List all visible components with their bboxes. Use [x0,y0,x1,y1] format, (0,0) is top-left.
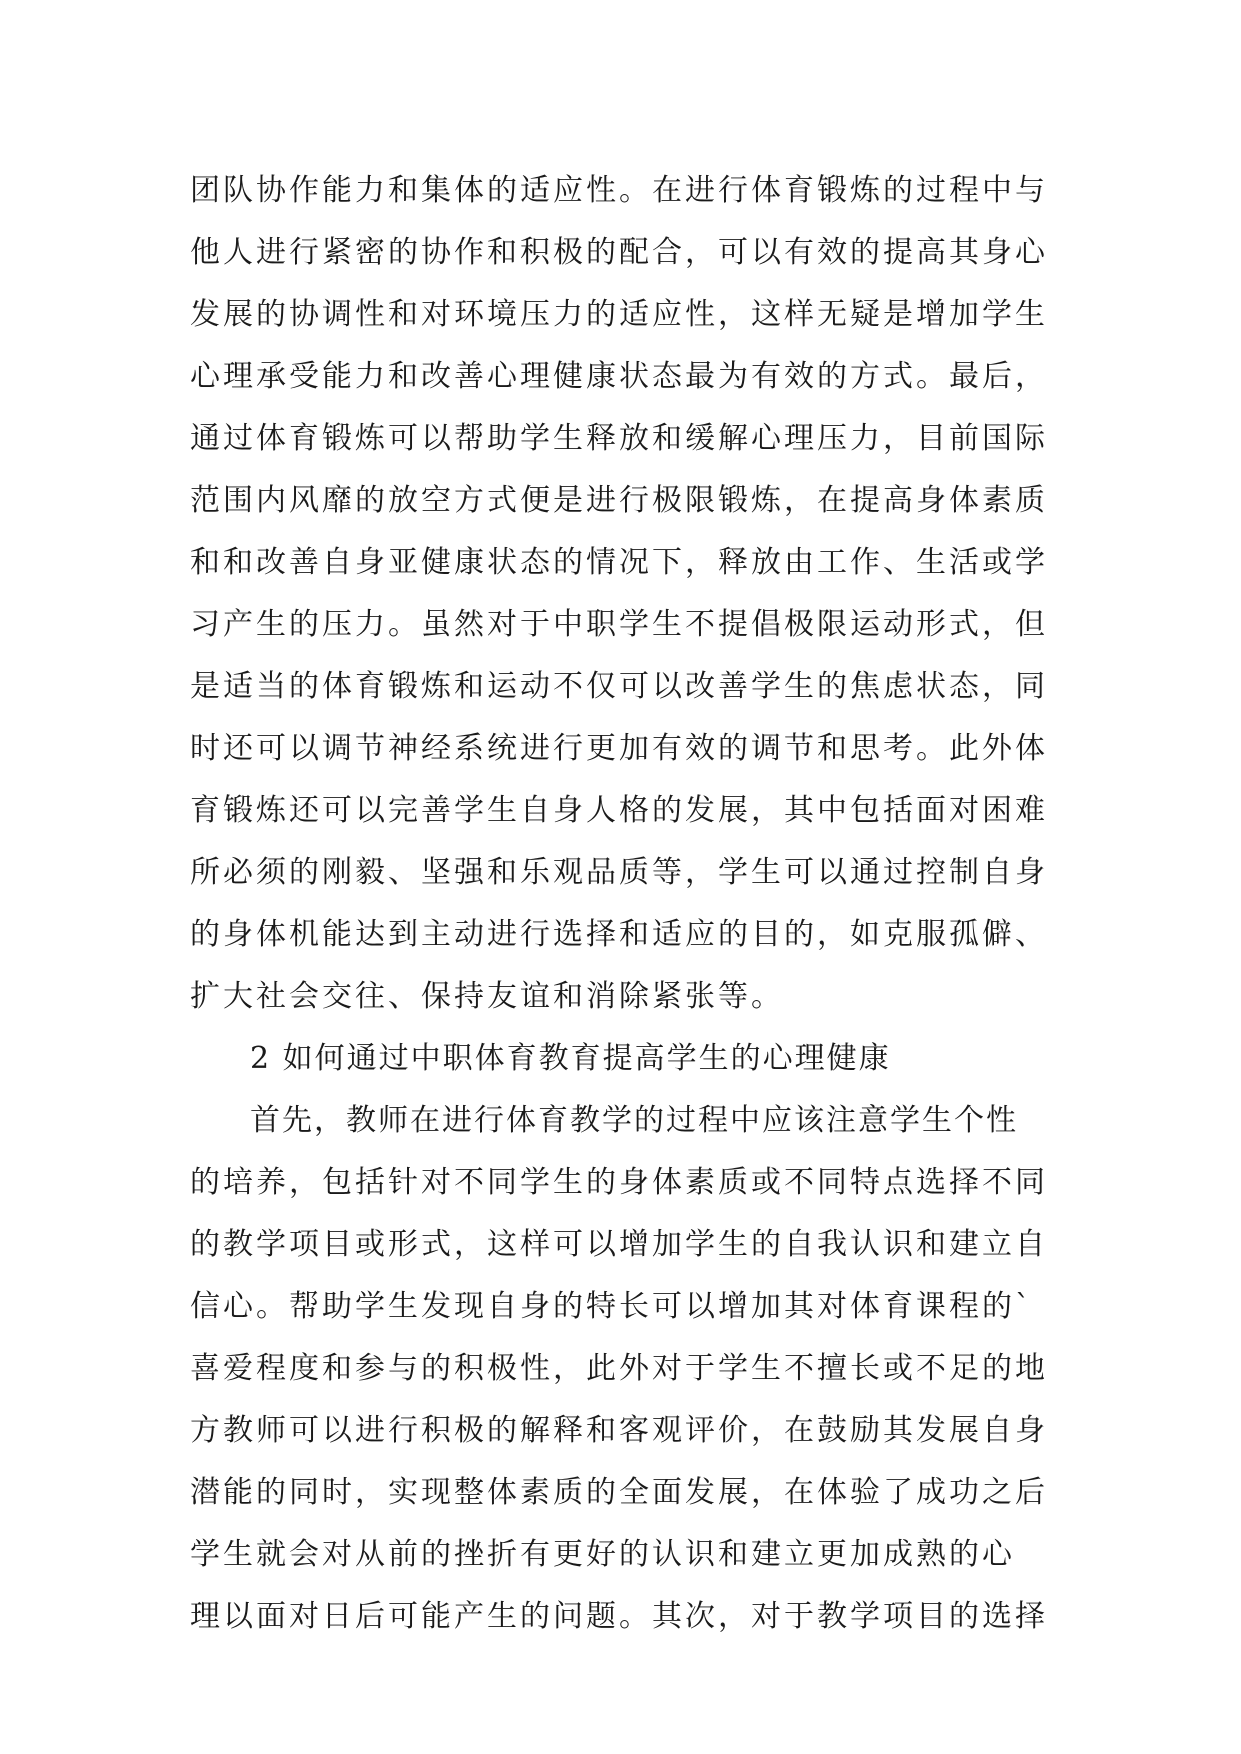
paragraph-line: 育锻炼还可以完善学生自身人格的发展，其中包括面对困难 [190,793,1048,828]
paragraph-line: 习产生的压力。虽然对于中职学生不提倡极限运动形式，但 [190,607,1048,642]
section-heading: 2 如何通过中职体育教育提高学生的心理健康 [250,1041,891,1076]
paragraph-line: 的培养，包括针对不同学生的身体素质或不同特点选择不同 [190,1165,1048,1200]
paragraph-line: 通过体育锻炼可以帮助学生释放和缓解心理压力，目前国际 [190,421,1048,456]
paragraph-line: 他人进行紧密的协作和积极的配合，可以有效的提高其身心 [190,235,1048,270]
paragraph-line: 的身体机能达到主动进行选择和适应的目的，如克服孤僻、 [190,917,1048,952]
paragraph-line: 的教学项目或形式，这样可以增加学生的自我认识和建立自 [190,1227,1048,1262]
paragraph-line: 信心。帮助学生发现自身的特长可以增加其对体育课程的` [190,1289,1033,1324]
paragraph-line: 时还可以调节神经系统进行更加有效的调节和思考。此外体 [190,731,1048,766]
paragraph-line: 所必须的刚毅、坚强和乐观品质等，学生可以通过控制自身 [190,855,1048,890]
paragraph-line: 学生就会对从前的挫折有更好的认识和建立更加成熟的心 [190,1537,1015,1572]
paragraph-line: 团队协作能力和集体的适应性。在进行体育锻炼的过程中与 [190,173,1048,208]
paragraph-line: 发展的协调性和对环境压力的适应性，这样无疑是增加学生 [190,297,1048,332]
paragraph-line: 首先，教师在进行体育教学的过程中应该注意学生个性 [250,1103,1018,1138]
paragraph-line: 是适当的体育锻炼和运动不仅可以改善学生的焦虑状态，同 [190,669,1048,704]
paragraph-line: 和和改善自身亚健康状态的情况下，释放由工作、生活或学 [190,545,1048,580]
paragraph-line: 心理承受能力和改善心理健康状态最为有效的方式。最后， [190,359,1048,394]
paragraph-line: 范围内风靡的放空方式便是进行极限锻炼，在提高身体素质 [190,483,1048,518]
paragraph-line: 潜能的同时，实现整体素质的全面发展，在体验了成功之后 [190,1475,1048,1510]
paragraph-line: 喜爱程度和参与的积极性，此外对于学生不擅长或不足的地 [190,1351,1048,1386]
paragraph-line: 扩大社会交往、保持友谊和消除紧张等。 [190,979,784,1014]
paragraph-line: 理以面对日后可能产生的问题。其次，对于教学项目的选择 [190,1599,1048,1634]
paragraph-line: 方教师可以进行积极的解释和客观评价，在鼓励其发展自身 [190,1413,1048,1448]
body-text [190,160,1065,1648]
